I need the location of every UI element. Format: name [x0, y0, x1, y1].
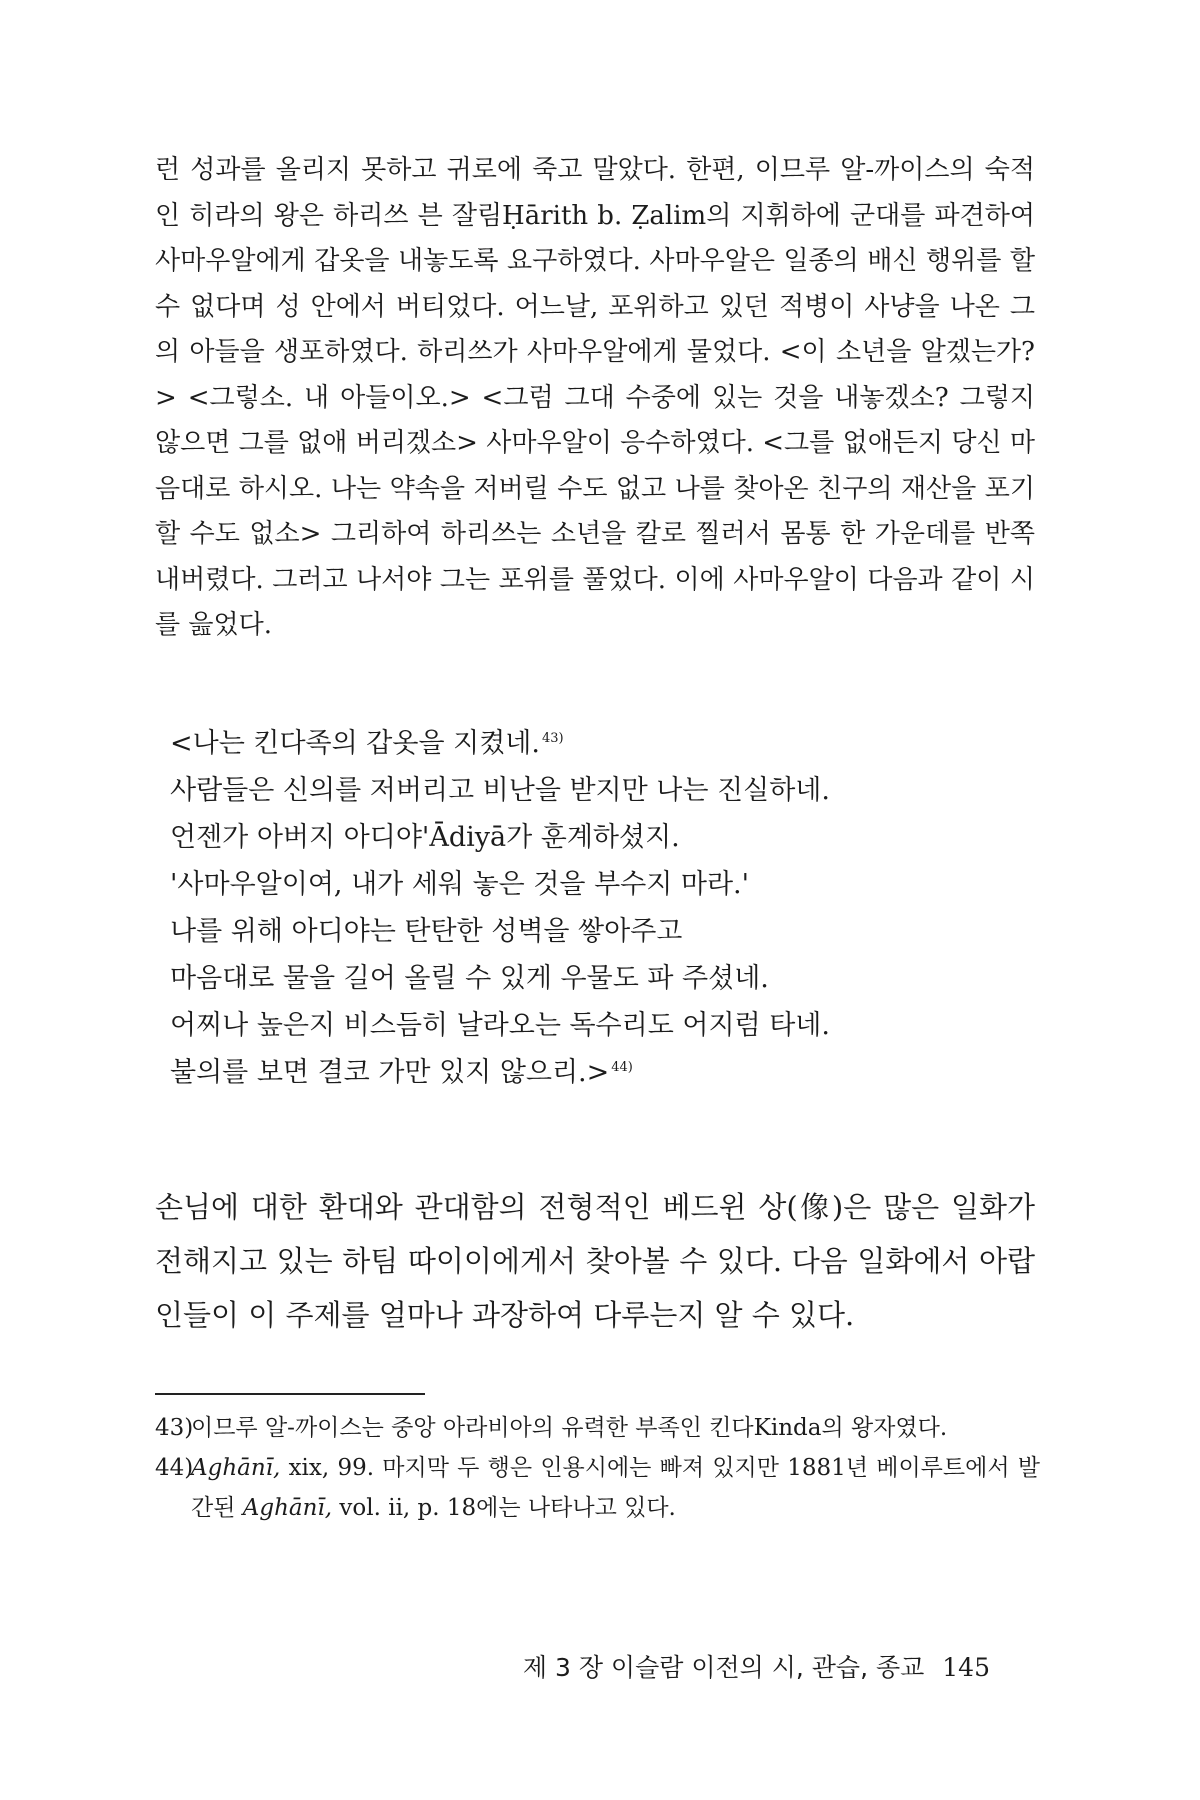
- source-title: Aghānī,: [242, 1495, 333, 1521]
- poem-line-text: 나를 위해 아디야는 탄탄한 성벽을 쌓아주고: [170, 916, 683, 947]
- footnote-text: 이므루 알-까이스는 중앙 아라비아의 유력한 부족인 킨다Kinda의 왕자였다.: [191, 1415, 948, 1441]
- footnote-ref-43[interactable]: 43): [541, 731, 564, 746]
- chapter-title: 제 3 장 이슬람 이전의 시, 관습, 종교: [522, 1653, 925, 1682]
- poem-line-text: 불의를 보면 결코 가만 있지 않으리.>: [170, 1057, 610, 1088]
- poem-line: [170, 767, 1030, 814]
- running-footer: [523, 1651, 990, 1685]
- poem-block: [170, 720, 1030, 1096]
- poem-line-text: 마음대로 물을 길어 올릴 수 있게 우물도 파 주셨네.: [170, 963, 769, 994]
- body-paragraph-1: 런 성과를 올리지 못하고 귀로에 죽고 말았다. 한편, 이므루 알-까이스의 숙적인 히라의 왕은 하리쓰 븐 잘림Ḥārith b. Ẓalim의 지휘하에 군대를 파견하여 사마우알에게 갑옷을 내놓도록 요구하였다. 사마우알은 일종의 배신 행위를 할 수 없다며 성 안에서 버티었다. 어느날, 포위하고 있던 적병이 사냥을 나온 그의 아들을 생포하였다. 하리쓰가 사마우알에게 물었다. <이 소년을 알겠는가?> <그렇소. 내 아들이오.> <그럼 그대 수중에 있는 것을 내놓겠소? 그렇지 않으면 그를 없애 버리겠소> 사마우알이 응수하였다. <그를 없애든지 당신 마음대로 하시오. 나는 약속을 저버릴 수도 없고 나를 찾아온 친구의 재산을 포기할 수도 없소> 그리하여 하리쓰는 소년을 칼로 찔러서 몸통 한 가운데를 반쪽 내버렸다. 그러고 나서야 그는 포위를 풀었다. 이에 사마우알이 다음과 같이 시를 읊었다.: [155, 155, 1035, 640]
- poem-line: [170, 908, 1030, 955]
- poem-line: [170, 955, 1030, 1002]
- footnotes: [155, 1408, 1040, 1528]
- footnote-44: [155, 1448, 1040, 1528]
- poem-line-text: '사마우알이여, 내가 세워 놓은 것을 부수지 마라.': [170, 869, 750, 900]
- footnote-text: [191, 1448, 1040, 1528]
- footnote-divider: [155, 1393, 425, 1395]
- poem-line-text: 사람들은 신의를 저버리고 비난을 받지만 나는 진실하네.: [170, 775, 830, 806]
- poem-line-text: 어찌나 높은지 비스듬히 날라오는 독수리도 어지럼 타네.: [170, 1010, 830, 1041]
- source-title: Aghānī,: [191, 1455, 281, 1481]
- poem-line: [170, 861, 1030, 908]
- body-paragraph-2: 손님에 대한 환대와 관대함의 전형적인 베드윈 상(像)은 많은 일화가 전해지고 있는 하팀 따이이에게서 찾아볼 수 있다. 다음 일화에서 아랍인들이 이 주제를 얼마나 과장하여 다루는지 알 수 있다.: [155, 1190, 1035, 1332]
- poem-line: [170, 814, 1030, 861]
- poem-line: [170, 720, 1030, 767]
- poem-line: [170, 1002, 1030, 1049]
- footnote-text-segment: vol. ii, p. 18에는 나타나고 있다.: [332, 1495, 676, 1521]
- footnote-number: 43): [155, 1415, 194, 1441]
- footnote-ref-44[interactable]: 44): [611, 1060, 633, 1075]
- poem-line-text: 언젠가 아버지 아디야'Ādiyā가 훈계하셨지.: [170, 822, 680, 853]
- poem-line-text: <나는 킨다족의 갑옷을 지켰네.: [170, 728, 540, 759]
- page-number: 145: [942, 1653, 990, 1682]
- poem-line: [170, 1049, 1030, 1096]
- footnote-text-segment: xix, 99. 마지막 두 행은 인용시에는 빠져 있지만 1881년 베이루트에서 발간된: [191, 1455, 1040, 1521]
- footnote-43: [155, 1408, 1040, 1448]
- footnote-number: 44): [155, 1455, 194, 1481]
